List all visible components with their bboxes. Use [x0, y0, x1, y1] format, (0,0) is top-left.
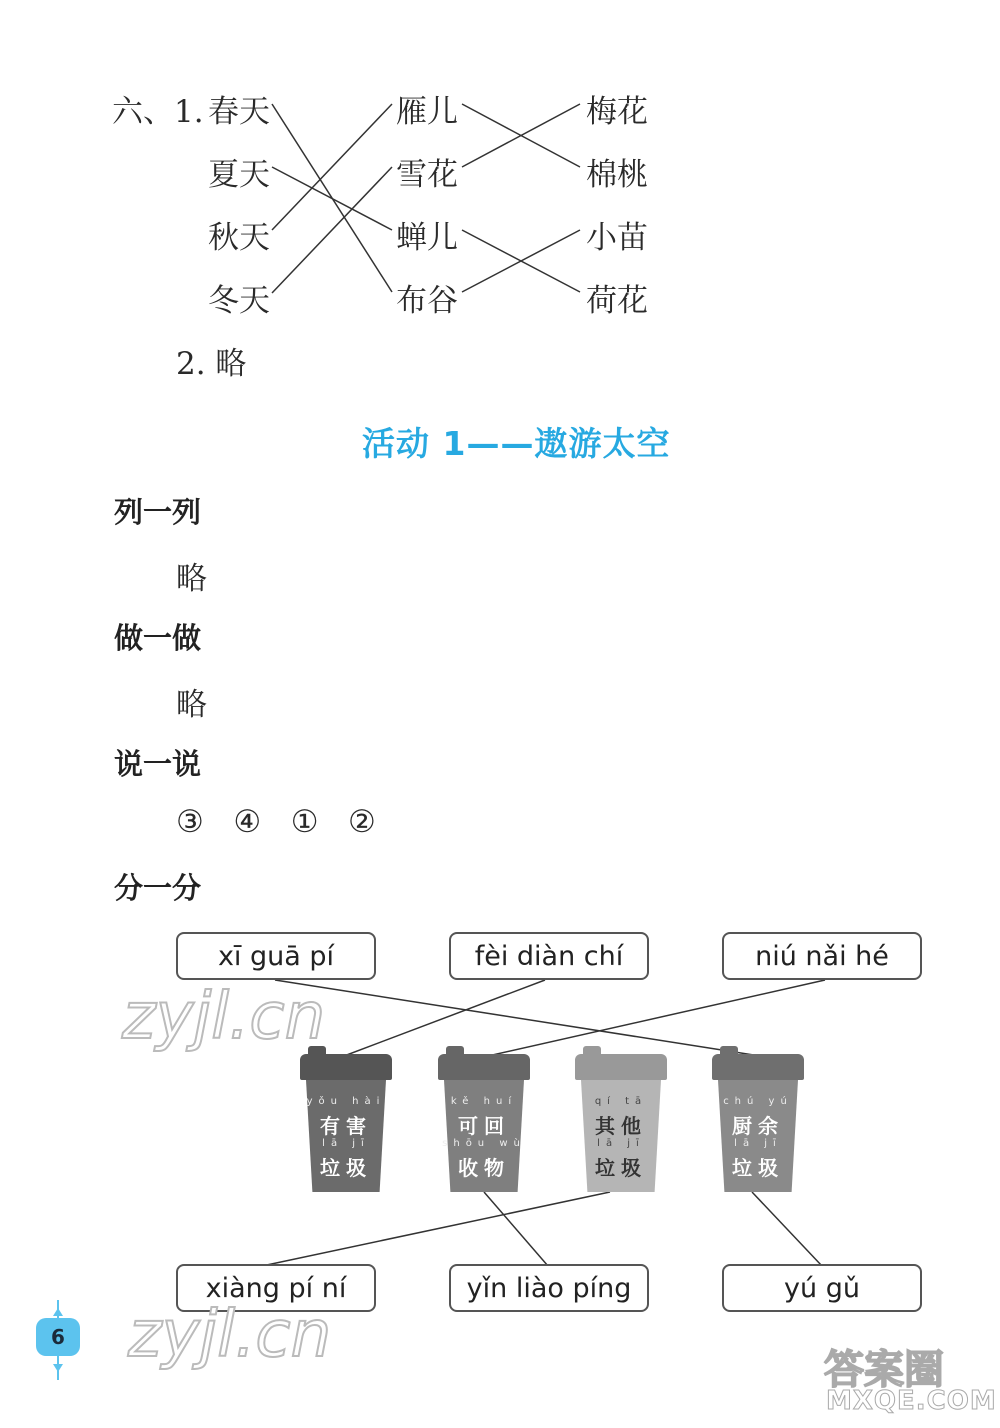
- bin-harmful-label2: 垃圾: [320, 1156, 372, 1180]
- box-plasticine: xiàng pí ní: [176, 1264, 376, 1312]
- heading-shuoyishuo: 说一说: [114, 747, 202, 781]
- box-drink-bottle: yǐn liào píng: [449, 1264, 649, 1312]
- thing-cuckoo: 布谷: [396, 283, 458, 319]
- plant-plum: 梅花: [586, 94, 648, 130]
- box-milk-carton: niú nǎi hé: [722, 932, 922, 980]
- plant-lotus: 荷花: [586, 283, 648, 319]
- plant-seedling: 小苗: [586, 220, 648, 256]
- bin-recyclable-pinyin2: shōu wù: [442, 1138, 526, 1149]
- bin-other-pinyin2: lā jī: [597, 1138, 645, 1149]
- line-autumn-geese: [272, 104, 392, 230]
- line-eraser-other: [262, 1192, 610, 1266]
- answer-lieyilie: 略: [176, 561, 207, 597]
- line-summer-cicada: [272, 167, 392, 230]
- bin-other: [575, 1054, 667, 1194]
- bin-recyclable-label2: 收物: [458, 1156, 510, 1180]
- watermark-daanquan: 答案圈: [824, 1347, 944, 1393]
- watermark-mxqe: MXQE.COM: [826, 1386, 997, 1416]
- thing-geese: 雁儿: [396, 94, 458, 130]
- season-spring: 春天: [208, 94, 270, 130]
- thing-snowflake: 雪花: [396, 157, 458, 193]
- line-bottle-recyclable: [484, 1192, 548, 1266]
- bin-kitchen-label1: 厨余: [732, 1114, 784, 1138]
- bin-other-pinyin1: qí tā: [594, 1096, 648, 1107]
- heading-fenyifen: 分一分: [114, 871, 202, 905]
- season-summer: 夏天: [208, 157, 270, 193]
- line-watermelon-kitchen: [275, 980, 760, 1056]
- activity-title: 活动 1——遨游太空: [362, 424, 671, 463]
- bin-harmful-pinyin2: lā jī: [322, 1138, 370, 1149]
- bin-harmful-label1: 有害: [320, 1114, 372, 1138]
- watermark-zyjl-1: zyjl.cn: [122, 980, 326, 1054]
- box-watermelon-peel: xī guā pí: [176, 932, 376, 980]
- bin-kitchen: [712, 1054, 804, 1194]
- heading-zuoyizuo: 做一做: [114, 621, 202, 655]
- watermark-zyjl-2: zyjl.cn: [128, 1298, 332, 1372]
- bin-recyclable-label1: 可回: [458, 1114, 510, 1138]
- section6-item2: 2. 略: [176, 346, 247, 382]
- section6-prefix: 六、1.: [112, 94, 204, 130]
- answer-shuoyishuo: ③ ④ ① ②: [176, 804, 376, 840]
- bin-recyclable: [438, 1054, 530, 1194]
- box-fish-bone: yú gǔ: [722, 1264, 922, 1312]
- plant-cotton: 棉桃: [586, 157, 648, 193]
- season-autumn: 秋天: [208, 220, 270, 256]
- bin-other-label1: 其他: [595, 1114, 647, 1138]
- answer-zuoyizuo: 略: [176, 687, 207, 723]
- line-fishbone-kitchen: [752, 1192, 822, 1266]
- bin-kitchen-pinyin1: chú yú: [723, 1096, 793, 1107]
- heading-lieyilie: 列一列: [114, 495, 202, 529]
- bin-harmful-pinyin1: yǒu hài: [306, 1096, 386, 1107]
- bin-harmful: [300, 1054, 392, 1194]
- bin-recyclable-pinyin1: kě huí: [450, 1096, 518, 1107]
- line-milkbox-recyclable: [488, 980, 825, 1056]
- box-used-battery: fèi diàn chí: [449, 932, 649, 980]
- page-number: 6: [36, 1318, 80, 1356]
- bin-kitchen-pinyin2: lā jī: [734, 1138, 782, 1149]
- line-winter-snow: [272, 167, 392, 293]
- thing-cicada: 蝉儿: [396, 220, 458, 256]
- bin-kitchen-label2: 垃圾: [732, 1156, 784, 1180]
- bin-other-label2: 垃圾: [595, 1156, 647, 1180]
- season-winter: 冬天: [208, 283, 270, 319]
